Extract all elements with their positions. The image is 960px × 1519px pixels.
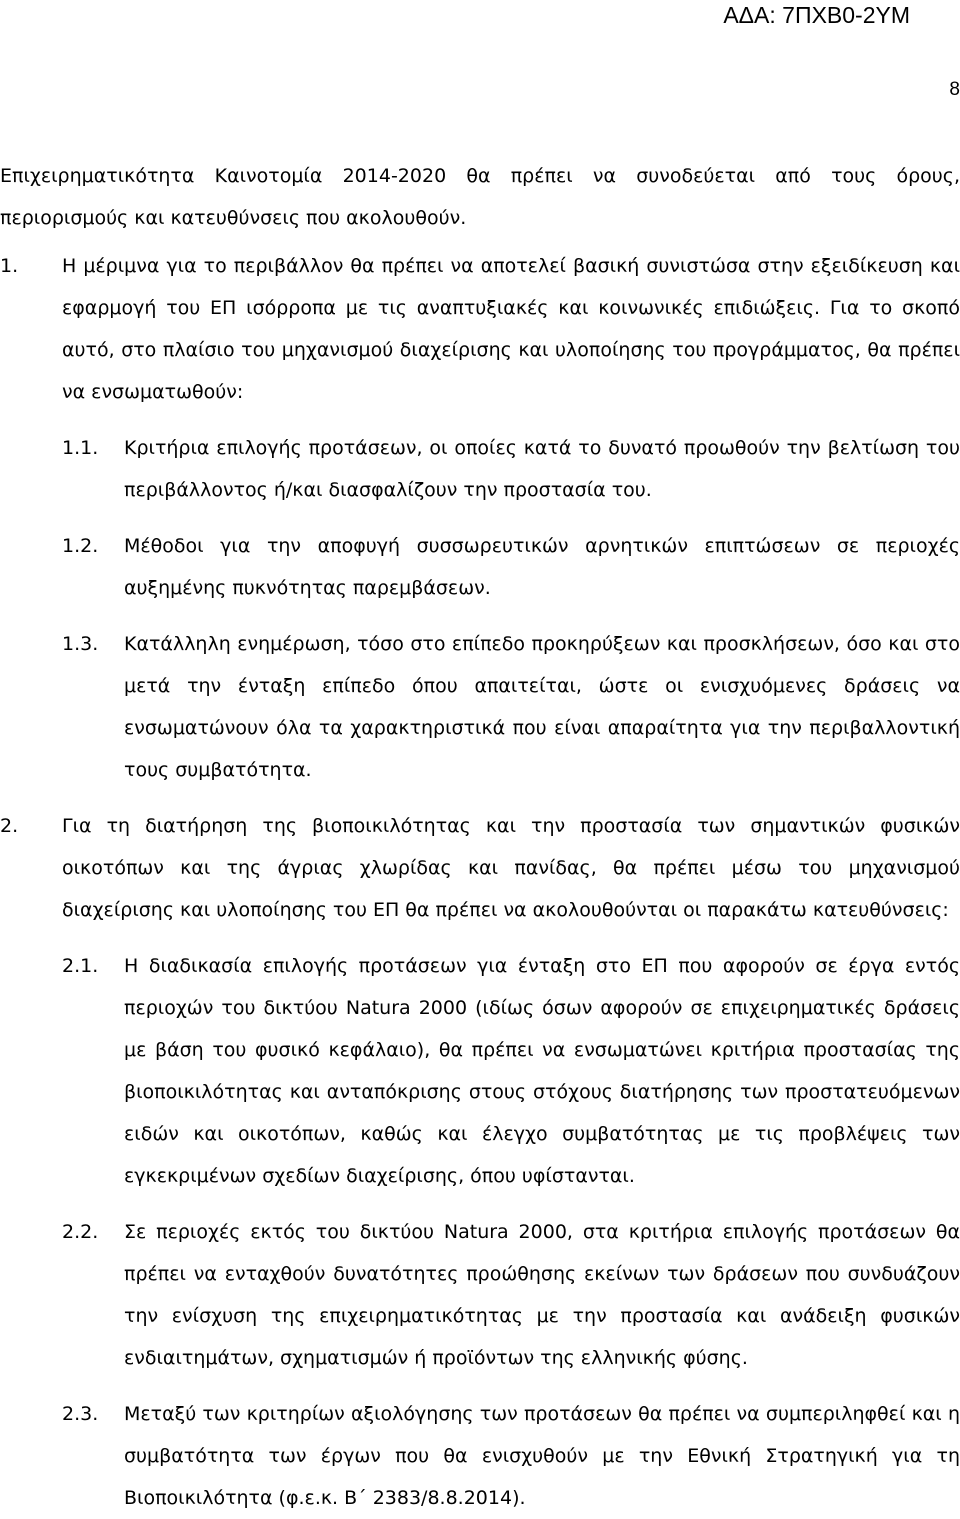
- item-number: 1.: [0, 255, 19, 277]
- list-item-1: [0, 245, 960, 413]
- list-item-2: [0, 805, 960, 931]
- list-item-1-2: [0, 525, 960, 609]
- page-number: 8: [949, 79, 960, 100]
- item-number: 2.2.: [62, 1221, 99, 1243]
- item-number: 2.: [0, 815, 19, 837]
- item-text: Για τη διατήρηση της βιοποικιλότητας και την προστασία των σημαντικών φυσικών οικοτόπων και της άγριας χλωρίδας και πανίδας, θα πρέπει μέσω του μηχανισμού διαχείρισης και υλοποίησης του ΕΠ θα πρέπει να ακολουθούνται οι παρακάτω κατευθύνσεις:: [62, 815, 960, 921]
- list-item-1-3: [0, 623, 960, 791]
- intro-paragraph: Επιχειρηματικότητα Καινοτομία 2014-2020 θα πρέπει να συνοδεύεται από τους όρους, περιορισμούς και κατευθύνσεις που ακολουθούν.: [0, 165, 960, 229]
- item-text: Μεταξύ των κριτηρίων αξιολόγησης των προτάσεων θα πρέπει να συμπεριληφθεί και η συμβατότητα των έργων που θα ενισχυθούν με την Εθνική Στρατηγική για τη Βιοποικιλότητα (φ.ε.κ. Β΄ 2383/8.8.2014).: [124, 1403, 960, 1509]
- item-number: 1.3.: [62, 633, 99, 655]
- item-number: 1.2.: [62, 535, 99, 557]
- list-item-1-1: [0, 427, 960, 511]
- item-text: Μέθοδοι για την αποφυγή συσσωρευτικών αρνητικών επιπτώσεων σε περιοχές αυξημένης πυκνότητας παρεμβάσεων.: [124, 535, 960, 599]
- document-body: [0, 155, 960, 1519]
- item-text: Κατάλληλη ενημέρωση, τόσο στο επίπεδο προκηρύξεων και προσκλήσεων, όσο και στο μετά την ένταξη επίπεδο όπου απαιτείται, ώστε οι ενισχυόμενες δράσεις να ενσωματώνουν όλα τα χαρακτηριστικά που είναι απαραίτητα για την περιβαλλοντική τους συμβατότητα.: [124, 633, 960, 781]
- item-number: 1.1.: [62, 437, 99, 459]
- list-item-2-3: [0, 1393, 960, 1519]
- list-item-2-1: [0, 945, 960, 1197]
- ada-code: ΑΔΑ: 7ΠΧΒ0-2ΥΜ: [723, 2, 910, 28]
- item-number: 2.3.: [62, 1403, 99, 1425]
- list-item-2-2: [0, 1211, 960, 1379]
- item-text: Η μέριμνα για το περιβάλλον θα πρέπει να αποτελεί βασική συνιστώσα στην εξειδίκευση και εφαρμογή του ΕΠ ισόρροπα με τις αναπτυξιακές και κοινωνικές επιδιώξεις. Για το σκοπό αυτό, στο πλαίσιο του μηχανισμού διαχείρισης και υλοποίησης του προγράμματος, θα πρέπει να ενσωματωθούν:: [62, 255, 960, 403]
- item-text: Η διαδικασία επιλογής προτάσεων για ένταξη στο ΕΠ που αφορούν σε έργα εντός περιοχών του δικτύου Natura 2000 (ιδίως όσων αφορούν σε επιχειρηματικές δράσεις με βάση του φυσικό κεφάλαιο), θα πρέπει να ενσωματώνει κριτήρια προστασίας της βιοποικιλότητας και ανταπόκρισης στους στόχους διατήρησης των προστατευόμενων ειδών και οικοτόπων, καθώς και έλεγχο συμβατότητας με τις προβλέψεις των εγκεκριμένων σχεδίων διαχείρισης, όπου υφίστανται.: [124, 955, 960, 1187]
- item-text: Κριτήρια επιλογής προτάσεων, οι οποίες κατά το δυνατό προωθούν την βελτίωση του περιβάλλοντος ή/και διασφαλίζουν την προστασία του.: [124, 437, 960, 501]
- item-text: Σε περιοχές εκτός του δικτύου Natura 2000, στα κριτήρια επιλογής προτάσεων θα πρέπει να ενταχθούν δυνατότητες προώθησης εκείνων των δράσεων που συνδυάζουν την ενίσχυση της επιχειρηματικότητας με την προστασία και ανάδειξη φυσικών ενδιαιτημάτων, σχηματισμών ή προϊόντων της ελληνικής φύσης.: [124, 1221, 960, 1369]
- item-number: 2.1.: [62, 955, 99, 977]
